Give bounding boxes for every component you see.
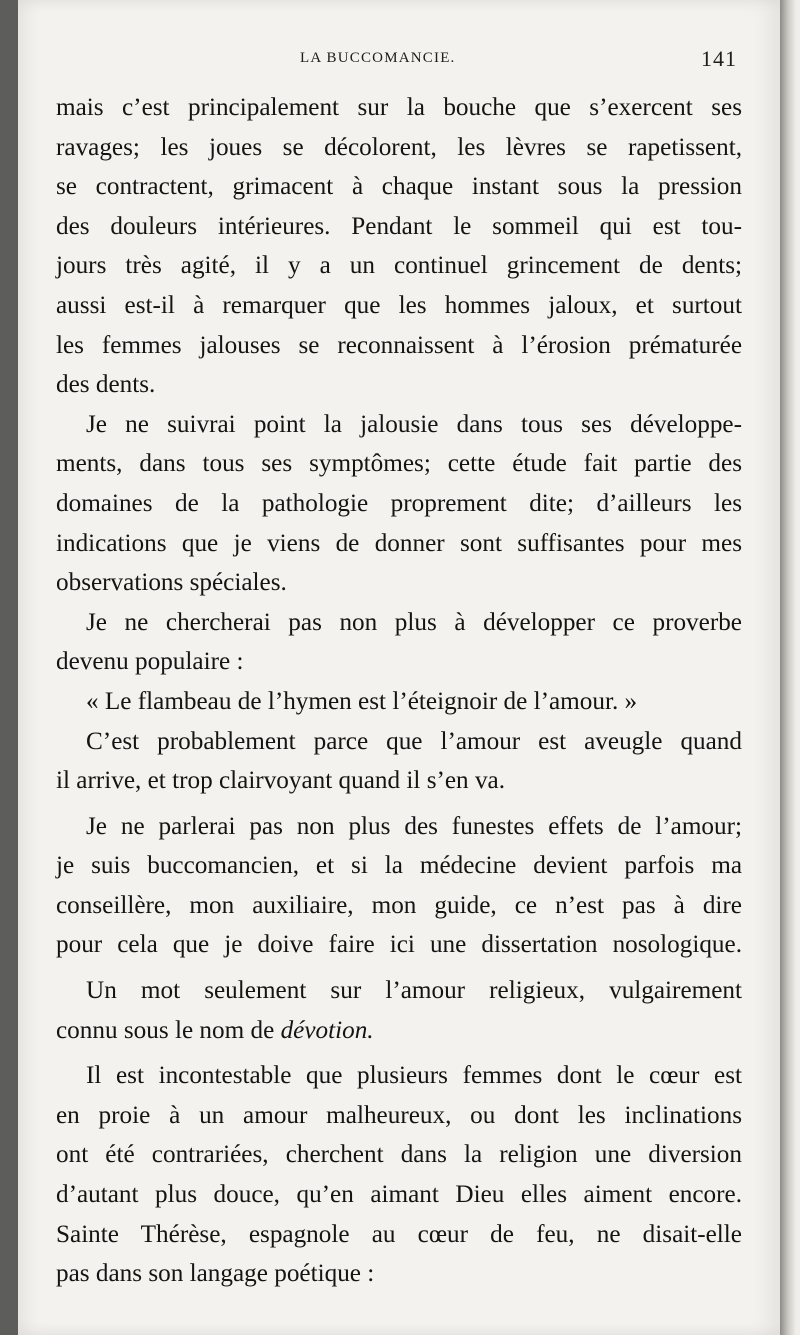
text-line: jours très agité, il y a un continuel grincement de dents; — [56, 252, 742, 280]
text-line: je suis buccomancien, et si la médecine devient parfois ma — [56, 852, 742, 880]
text-line: ments, dans tous ses symptômes; cette étude fait partie des — [56, 450, 742, 478]
text-fragment: connu sous le nom de — [56, 1016, 275, 1044]
text-line: Je ne suivrai point la jalousie dans tous ses développe- — [86, 410, 742, 438]
text-line: Un mot seulement sur l’amour religieux, vulgairement — [86, 977, 742, 1005]
text-line: des douleurs intérieures. Pendant le sommeil qui est tou- — [56, 212, 742, 240]
text-line: pas dans son langage poétique : — [56, 1260, 375, 1288]
text-line: Il est incontestable que plusieurs femmes dont le cœur est — [86, 1062, 742, 1090]
text-line: les femmes jalouses se reconnaissent à l’érosion prématurée — [56, 331, 742, 359]
text-line — [56, 1011, 742, 1051]
text-line: devenu populaire : — [56, 648, 244, 676]
page-number: 141 — [701, 46, 737, 71]
text-line: Je ne chercherai pas non plus à développer ce proverbe — [86, 608, 742, 636]
italic-term: dévotion. — [280, 1016, 374, 1044]
text-line: en proie à un amour malheureux, ou dont les inclinations — [56, 1101, 742, 1129]
text-line: mais c’est principalement sur la bouche que s’exercent ses — [56, 94, 742, 121]
page-header — [265, 46, 745, 76]
text-line: Sainte Thérèse, espagnole au cœur de feu, ne disait-elle — [56, 1220, 742, 1248]
text-line: des dents. — [56, 371, 156, 399]
text-line: domaines de la pathologie proprement dite; d’ailleurs les — [56, 489, 742, 517]
text-line: ont été contrariées, cherchent dans la religion une diversion — [56, 1141, 742, 1169]
text-line: indications que je viens de donner sont suffisantes pour mes — [56, 529, 742, 557]
text-line: aussi est-il à remarquer que les hommes jaloux, et surtout — [56, 291, 742, 319]
text-line: C’est probablement parce que l’amour est aveugle quand — [86, 727, 742, 755]
text-line: observations spéciales. — [56, 569, 287, 597]
text-line: pour cela que je doive faire ici une dissertation nosologique. — [56, 931, 742, 959]
text-line: conseillère, mon auxiliaire, mon guide, ce n’est pas à dire — [56, 891, 742, 919]
text-line: Je ne parlerai pas non plus des funestes effets de l’amour; — [86, 812, 742, 840]
text-line: ravages; les joues se décolorent, les lèvres se rapetissent, — [56, 133, 742, 161]
running-title: LA BUCCOMANCIE. — [300, 50, 456, 66]
text-line: d’autant plus douce, qu’en aimant Dieu elles aiment encore. — [56, 1181, 742, 1209]
text-line: se contractent, grimacent à chaque instant sous la pression — [56, 173, 742, 201]
quotation-line: « Le flambeau de l’hymen est l’éteignoir de l’amour. » — [86, 687, 638, 715]
body-text — [56, 88, 742, 1294]
page-edge — [780, 0, 800, 1335]
text-line: il arrive, et trop clairvoyant quand il s’en va. — [56, 767, 506, 795]
